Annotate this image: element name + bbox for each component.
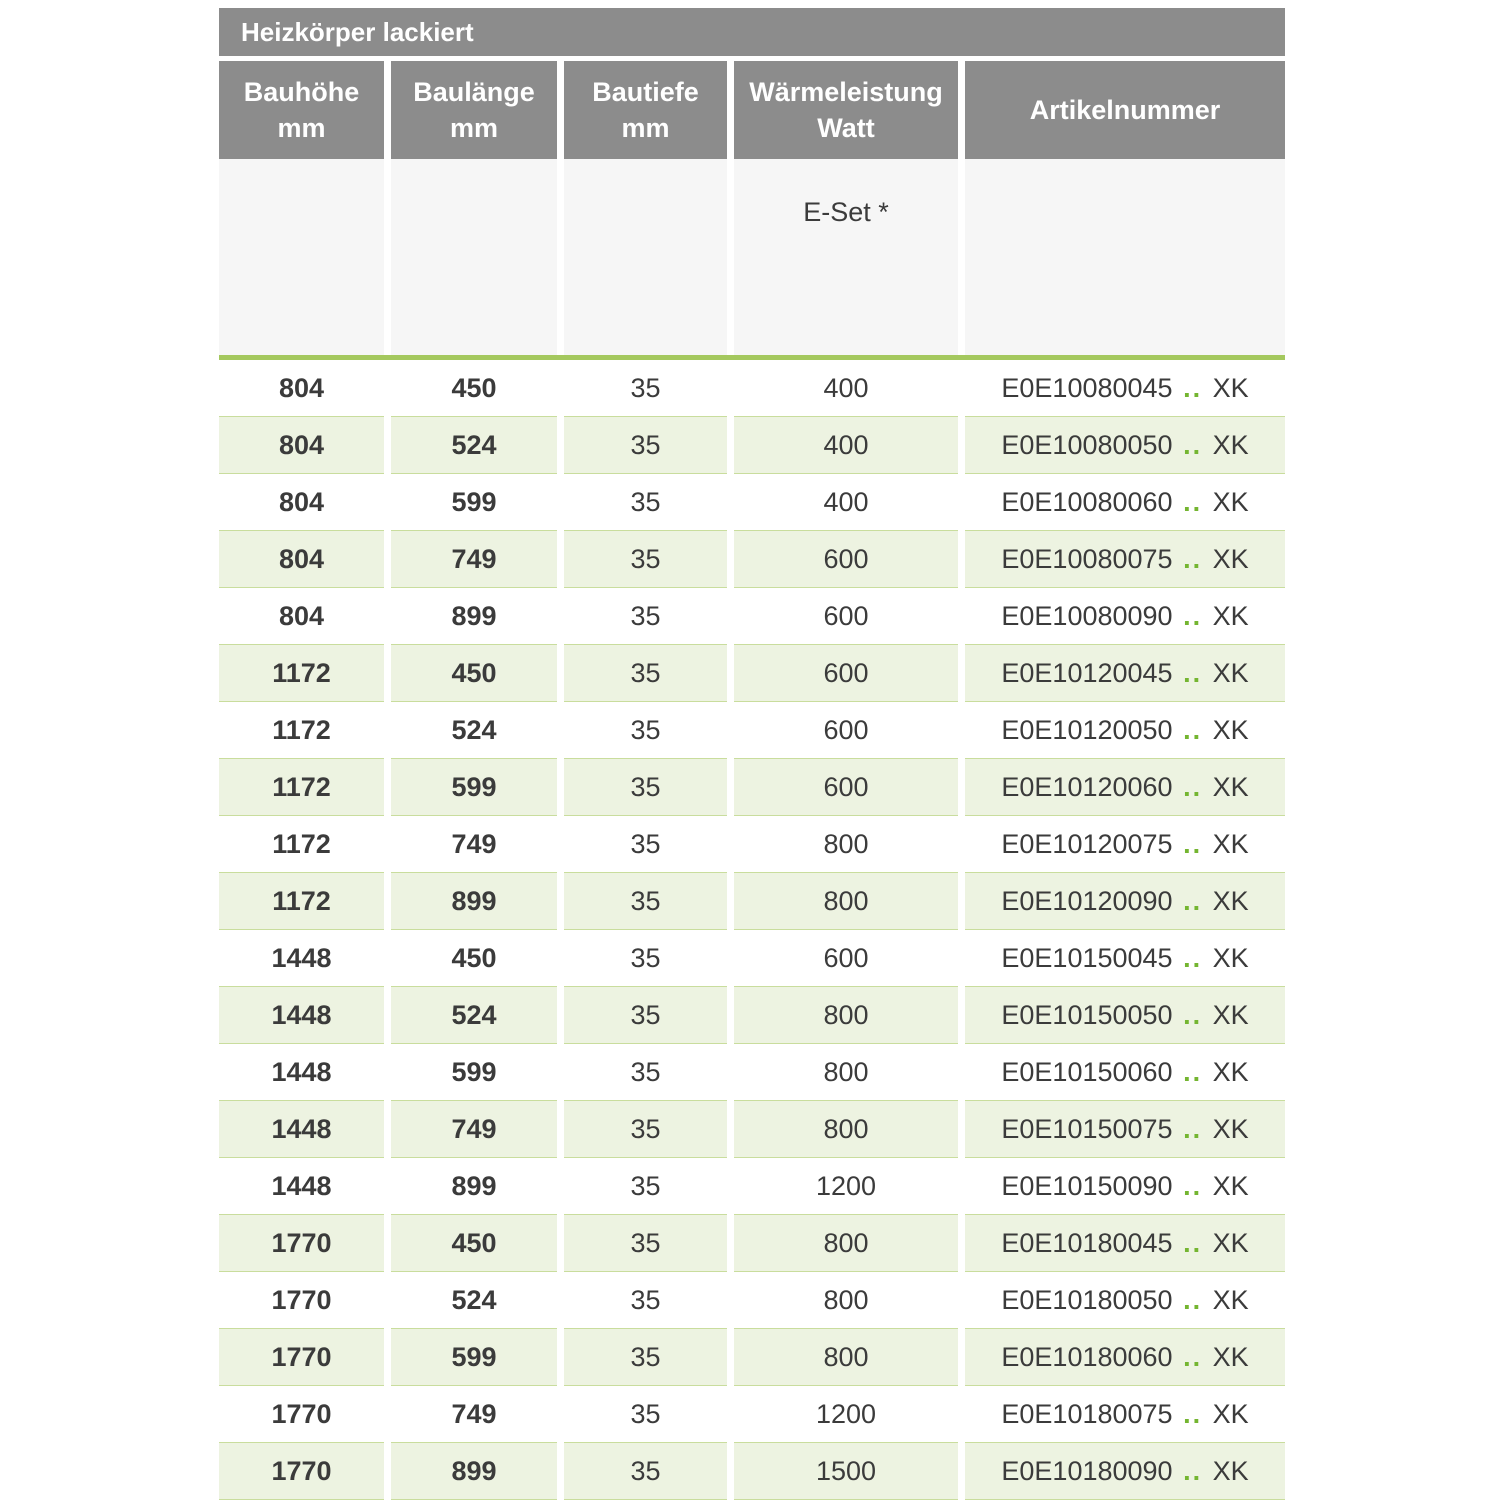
cell-bautiefe: 35 [564,1158,727,1215]
cell-bautiefe: 35 [564,873,727,930]
cell-waermeleistung: 800 [734,1272,958,1329]
cell-artikelnummer [965,645,1285,702]
artikel-dots: .. [1183,657,1203,688]
cell-artikelnummer [965,531,1285,588]
artikel-suffix: XK [1205,1341,1249,1372]
artikel-dots: .. [1183,1341,1203,1372]
artikel-suffix: XK [1205,942,1249,973]
cell-baulaenge: 450 [391,360,557,417]
cell-bautiefe: 35 [564,417,727,474]
artikel-prefix: E0E10180045 [1001,1227,1181,1258]
artikel-suffix: XK [1205,486,1249,517]
cell-bautiefe: 35 [564,1272,727,1329]
cell-artikelnummer [965,759,1285,816]
cell-waermeleistung: 800 [734,873,958,930]
cell-bauhoehe: 1172 [219,645,384,702]
table-row [219,702,1285,759]
column-header-unit: mm [277,113,326,143]
table-row [219,1101,1285,1158]
artikel-dots: .. [1183,1284,1203,1315]
artikel-dots: .. [1183,486,1203,517]
cell-bautiefe: 35 [564,531,727,588]
column-header-unit: Watt [817,113,875,143]
cell-bautiefe: 35 [564,759,727,816]
cell-waermeleistung: 400 [734,417,958,474]
artikel-prefix: E0E10080045 [1001,372,1181,403]
table-row [219,645,1285,702]
artikel-dots: .. [1183,1170,1203,1201]
table-row [219,759,1285,816]
cell-waermeleistung: 800 [734,987,958,1044]
cell-bauhoehe: 1172 [219,873,384,930]
artikel-suffix: XK [1205,885,1249,916]
table-row [219,1443,1285,1500]
cell-artikelnummer [965,474,1285,531]
cell-bautiefe: 35 [564,1101,727,1158]
cell-baulaenge: 749 [391,531,557,588]
cell-waermeleistung: 600 [734,531,958,588]
artikel-suffix: XK [1205,1398,1249,1429]
cell-bautiefe: 35 [564,702,727,759]
artikel-dots: .. [1183,543,1203,574]
cell-baulaenge: 524 [391,1272,557,1329]
cell-baulaenge: 899 [391,588,557,645]
cell-bauhoehe: 804 [219,474,384,531]
cell-bauhoehe: 1770 [219,1443,384,1500]
cell-bauhoehe: 804 [219,588,384,645]
artikel-prefix: E0E10080075 [1001,543,1181,574]
subheader-cell [219,159,384,355]
cell-bauhoehe: 1448 [219,1158,384,1215]
artikel-suffix: XK [1205,828,1249,859]
cell-bautiefe: 35 [564,1044,727,1101]
cell-bautiefe: 35 [564,360,727,417]
cell-artikelnummer [965,987,1285,1044]
cell-bauhoehe: 1448 [219,1101,384,1158]
cell-bauhoehe: 804 [219,360,384,417]
cell-artikelnummer [965,417,1285,474]
table-row [219,474,1285,531]
artikel-prefix: E0E10150060 [1001,1056,1181,1087]
table-row [219,1272,1285,1329]
artikel-prefix: E0E10120090 [1001,885,1181,916]
table-row [219,1215,1285,1272]
column-header-label: Baulänge [413,76,535,107]
cell-artikelnummer [965,360,1285,417]
artikel-dots: .. [1183,1227,1203,1258]
cell-bautiefe: 35 [564,987,727,1044]
cell-bauhoehe: 1448 [219,930,384,987]
cell-waermeleistung: 800 [734,1215,958,1272]
cell-waermeleistung: 600 [734,645,958,702]
cell-artikelnummer [965,1101,1285,1158]
artikel-prefix: E0E10150045 [1001,942,1181,973]
table-title: Heizkörper lackiert [219,8,1285,56]
artikel-prefix: E0E10120045 [1001,657,1181,688]
table-subheader [219,159,1285,355]
artikel-suffix: XK [1205,1284,1249,1315]
column-header-artikelnummer [965,61,1285,159]
cell-artikelnummer [965,1272,1285,1329]
column-header-label: Artikelnummer [1029,94,1221,125]
cell-bautiefe: 35 [564,1215,727,1272]
cell-waermeleistung: 600 [734,702,958,759]
cell-artikelnummer [965,930,1285,987]
subheader-cell [965,159,1285,355]
artikel-suffix: XK [1205,771,1249,802]
cell-baulaenge: 450 [391,930,557,987]
cell-artikelnummer [965,1044,1285,1101]
cell-baulaenge: 450 [391,1215,557,1272]
cell-waermeleistung: 1500 [734,1443,958,1500]
artikel-dots: .. [1183,828,1203,859]
cell-baulaenge: 524 [391,417,557,474]
table-row [219,1329,1285,1386]
column-header-label: Wärmeleistung [749,76,943,107]
table-row [219,987,1285,1044]
artikel-suffix: XK [1205,1227,1249,1258]
cell-baulaenge: 599 [391,1044,557,1101]
cell-baulaenge: 899 [391,1443,557,1500]
cell-artikelnummer [965,873,1285,930]
cell-baulaenge: 599 [391,759,557,816]
cell-bauhoehe: 1770 [219,1215,384,1272]
cell-artikelnummer [965,1386,1285,1443]
cell-baulaenge: 749 [391,1386,557,1443]
cell-waermeleistung: 800 [734,1101,958,1158]
cell-baulaenge: 524 [391,987,557,1044]
cell-bauhoehe: 1172 [219,759,384,816]
cell-bautiefe: 35 [564,588,727,645]
cell-artikelnummer [965,588,1285,645]
artikel-suffix: XK [1205,1455,1249,1486]
artikel-prefix: E0E10080090 [1001,600,1181,631]
table-row [219,816,1285,873]
artikel-suffix: XK [1205,543,1249,574]
artikel-prefix: E0E10150075 [1001,1113,1181,1144]
cell-waermeleistung: 600 [734,759,958,816]
artikel-dots: .. [1183,1455,1203,1486]
artikel-dots: .. [1183,999,1203,1030]
cell-waermeleistung: 400 [734,474,958,531]
artikel-prefix: E0E10120060 [1001,771,1181,802]
cell-baulaenge: 599 [391,474,557,531]
artikel-suffix: XK [1205,999,1249,1030]
column-header-bautiefe [564,61,727,159]
cell-waermeleistung: 600 [734,588,958,645]
artikel-dots: .. [1183,600,1203,631]
artikel-suffix: XK [1205,1056,1249,1087]
table-row [219,531,1285,588]
cell-bauhoehe: 1448 [219,1044,384,1101]
artikel-prefix: E0E10180050 [1001,1284,1181,1315]
artikel-dots: .. [1183,885,1203,916]
artikel-prefix: E0E10180090 [1001,1455,1181,1486]
cell-artikelnummer [965,1158,1285,1215]
artikel-dots: .. [1183,1113,1203,1144]
column-header-label: Bautiefe [592,76,699,107]
cell-waermeleistung: 400 [734,360,958,417]
cell-bauhoehe: 1770 [219,1386,384,1443]
cell-artikelnummer [965,1443,1285,1500]
cell-bautiefe: 35 [564,1443,727,1500]
cell-bauhoehe: 1448 [219,987,384,1044]
cell-artikelnummer [965,702,1285,759]
artikel-suffix: XK [1205,372,1249,403]
table-header [219,61,1285,159]
artikel-suffix: XK [1205,600,1249,631]
artikel-dots: .. [1183,942,1203,973]
column-header-waermeleistung [734,61,958,159]
artikel-prefix: E0E10150090 [1001,1170,1181,1201]
artikel-prefix: E0E10080060 [1001,486,1181,517]
column-header-bauhoehe [219,61,384,159]
table-body [219,360,1285,1500]
cell-waermeleistung: 1200 [734,1158,958,1215]
table-row [219,1386,1285,1443]
cell-baulaenge: 450 [391,645,557,702]
artikel-dots: .. [1183,372,1203,403]
cell-bauhoehe: 1172 [219,816,384,873]
artikel-dots: .. [1183,1398,1203,1429]
column-header-label: Bauhöhe [243,76,360,107]
artikel-suffix: XK [1205,714,1249,745]
table-row [219,930,1285,987]
artikel-dots: .. [1183,429,1203,460]
cell-bautiefe: 35 [564,930,727,987]
cell-waermeleistung: 800 [734,1044,958,1101]
artikel-prefix: E0E10120075 [1001,828,1181,859]
table-row [219,417,1285,474]
subheader-eset-label: E-Set * [734,159,958,355]
cell-artikelnummer [965,816,1285,873]
artikel-suffix: XK [1205,657,1249,688]
cell-waermeleistung: 800 [734,1329,958,1386]
cell-bautiefe: 35 [564,645,727,702]
cell-bauhoehe: 1770 [219,1272,384,1329]
cell-baulaenge: 599 [391,1329,557,1386]
column-header-unit: mm [621,113,670,143]
cell-baulaenge: 524 [391,702,557,759]
column-header-unit: mm [449,113,498,143]
cell-bautiefe: 35 [564,1386,727,1443]
artikel-suffix: XK [1205,1170,1249,1201]
table-row [219,1044,1285,1101]
table-row [219,588,1285,645]
cell-waermeleistung: 1200 [734,1386,958,1443]
cell-waermeleistung: 800 [734,816,958,873]
artikel-prefix: E0E10080050 [1001,429,1181,460]
cell-bautiefe: 35 [564,1329,727,1386]
cell-artikelnummer [965,1329,1285,1386]
artikel-prefix: E0E10120050 [1001,714,1181,745]
cell-baulaenge: 899 [391,873,557,930]
cell-bautiefe: 35 [564,816,727,873]
subheader-cell [391,159,557,355]
cell-baulaenge: 749 [391,1101,557,1158]
cell-baulaenge: 749 [391,816,557,873]
artikel-dots: .. [1183,1056,1203,1087]
table-row [219,360,1285,417]
column-header-baulaenge [391,61,557,159]
artikel-suffix: XK [1205,429,1249,460]
cell-bauhoehe: 804 [219,417,384,474]
cell-bauhoehe: 804 [219,531,384,588]
cell-waermeleistung: 600 [734,930,958,987]
artikel-prefix: E0E10180075 [1001,1398,1181,1429]
artikel-prefix: E0E10180060 [1001,1341,1181,1372]
cell-baulaenge: 899 [391,1158,557,1215]
cell-artikelnummer [965,1215,1285,1272]
subheader-cell [564,159,727,355]
artikel-dots: .. [1183,714,1203,745]
artikel-suffix: XK [1205,1113,1249,1144]
table-row [219,1158,1285,1215]
cell-bauhoehe: 1172 [219,702,384,759]
cell-bautiefe: 35 [564,474,727,531]
cell-bauhoehe: 1770 [219,1329,384,1386]
product-table [219,8,1285,1500]
artikel-dots: .. [1183,771,1203,802]
artikel-prefix: E0E10150050 [1001,999,1181,1030]
table-row [219,873,1285,930]
